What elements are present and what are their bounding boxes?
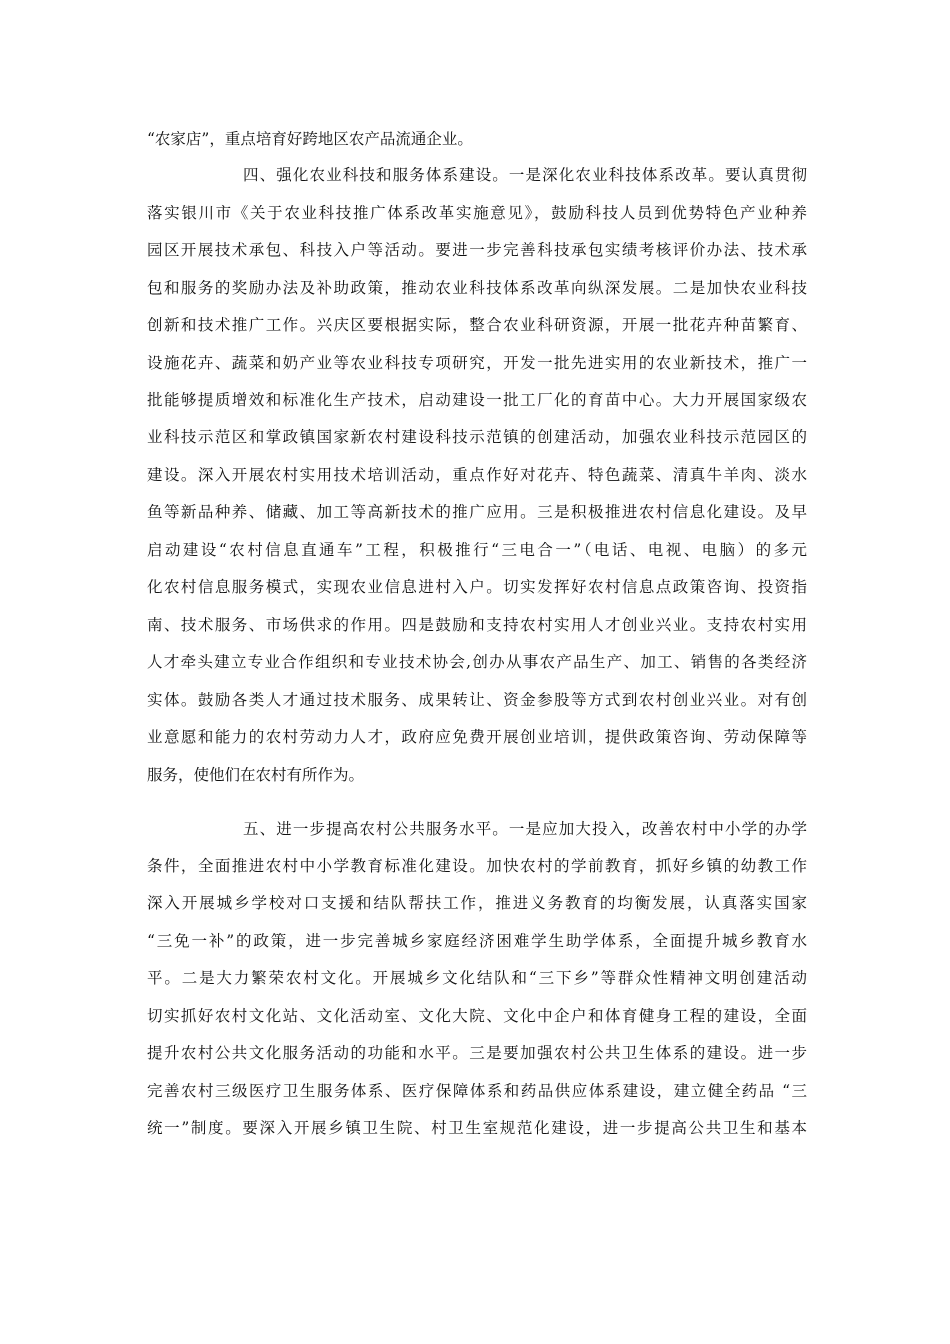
text-line: 条件，全面推进农村中小学教育标准化建设。加快农村的学前教育，抓好乡镇的幼教工作 [147,857,807,875]
text-line: “农家店”，重点培育好跨地区农产品流通企业。 [147,130,473,148]
text-line: 实体。鼓励各类人才通过技术服务、成果转让、资金参股等方式到农村创业兴业。对有创 [147,691,807,709]
text-line: 平。二是大力繁荣农村文化。开展城乡文化结队和“三下乡”等群众性精神文明创建活动 [147,969,807,987]
text-line: “三免一补”的政策，进一步完善城乡家庭经济困难学生助学体系，全面提升城乡教育水 [147,932,807,950]
text-line: 提升农村公共文化服务活动的功能和水平。三是要加强农村公共卫生体系的建设。进一步 [147,1044,807,1062]
text-line: 设施花卉、蔬菜和奶产业等农业科技专项研究，开发一批先进实用的农业新技术，推广一 [147,354,807,372]
text-line: 园区开展技术承包、科技入户等活动。要进一步完善科技承包实绩考核评价办法、技术承 [147,241,807,259]
text-line: 化农村信息服务模式，实现农业信息进村入户。切实发挥好农村信息点政策咨询、投资指 [147,578,807,596]
text-line: 南、技术服务、市场供求的作用。四是鼓励和支持农村实用人才创业兴业。支持农村实用 [147,616,807,634]
text-line: 深入开展城乡学校对口支援和结队帮扶工作，推进义务教育的均衡发展，认真落实国家 [147,894,807,912]
text-line: 业科技示范区和掌政镇国家新农村建设科技示范镇的创建活动，加强农业科技示范园区的 [147,428,807,446]
text-line: 包和服务的奖励办法及补助政策，推动农业科技体系改革向纵深发展。二是加快农业科技 [147,279,807,297]
text-line: 服务，使他们在农村有所作为。 [147,766,365,784]
text-line: 启动建设“农村信息直通车”工程，积极推行“三电合一”（电话、电视、电脑）的多元 [147,541,807,559]
text-line: 落实银川市《关于农业科技推广体系改革实施意见》，鼓励科技人员到优势特色产业种养 [147,204,807,222]
text-line: 统一”制度。要深入开展乡镇卫生院、村卫生室规范化建设，进一步提高公共卫生和基本 [147,1119,807,1137]
paragraph-heading-4: 四、强化农业科技和服务体系建设。一是深化农业科技体系改革。要认真贯彻 [243,166,807,184]
text-line: 鱼等新品种养、储藏、加工等高新技术的推广应用。三是积极推进农村信息化建设。及早 [147,503,807,521]
text-line: 建设。深入开展农村实用技术培训活动，重点作好对花卉、特色蔬菜、清真牛羊肉、淡水 [147,466,807,484]
text-line: 业意愿和能力的农村劳动力人才，政府应免费开展创业培训，提供政策咨询、劳动保障等 [147,728,807,746]
paragraph-heading-5: 五、进一步提高农村公共服务水平。一是应加大投入，改善农村中小学的办学 [243,820,807,838]
text-line: 完善农村三级医疗卫生服务体系、医疗保障体系和药品供应体系建设，建立健全药品 “三 [147,1082,807,1100]
text-line: 切实抓好农村文化站、文化活动室、文化大院、文化中企户和体育健身工程的建设，全面 [147,1007,807,1025]
text-line: 人才牵头建立专业合作组织和专业技术协会,创办从事农产品生产、加工、销售的各类经济 [147,653,807,671]
text-line: 创新和技术推广工作。兴庆区要根据实际，整合农业科研资源，开展一批花卉种苗繁育、 [147,316,807,334]
text-line: 批能够提质增效和标准化生产技术，启动建设一批工厂化的育苗中心。大力开展国家级农 [147,391,807,409]
